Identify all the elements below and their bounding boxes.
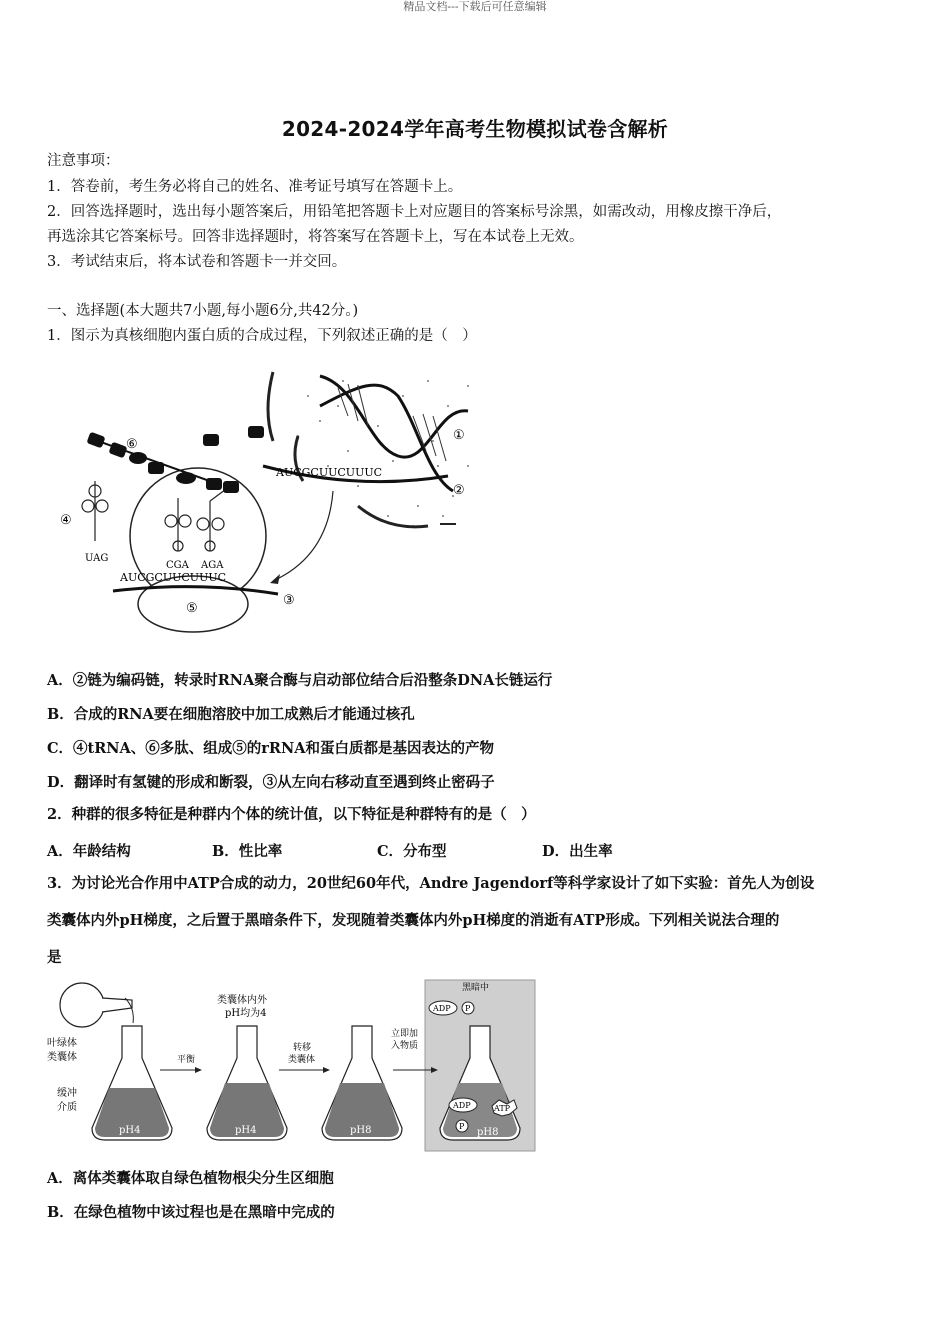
label-buffer-1: 缓冲 bbox=[57, 1088, 77, 1099]
label-inside-1: 类囊体内外 bbox=[217, 995, 267, 1006]
marker-4: ④ bbox=[60, 513, 72, 528]
adp-top: ADP bbox=[433, 1004, 451, 1013]
dna-strand-1 bbox=[320, 376, 468, 457]
label-transfer-1: 转移 bbox=[293, 1043, 312, 1053]
transport-arrowhead bbox=[270, 574, 280, 584]
marker-1: ① bbox=[453, 428, 465, 443]
transport-arrow bbox=[273, 491, 333, 581]
label-transfer-2: 类囊体 bbox=[288, 1055, 316, 1065]
nuclear-envelope-lower bbox=[358, 506, 428, 527]
q1-option-b[interactable]: B．合成的RNA要在细胞溶胶中加工成熟后才能通过核孔 bbox=[47, 706, 415, 723]
q2-option-b[interactable]: B．性比率 bbox=[212, 843, 283, 860]
notice-heading: 注意事项： bbox=[47, 153, 120, 169]
round-flask bbox=[60, 983, 104, 1027]
q2-option-c[interactable]: C．分布型 bbox=[377, 843, 447, 860]
notice-item-3: 3．考试结束后，将本试卷和答题卡一并交回。 bbox=[47, 254, 347, 270]
p-mid: P bbox=[459, 1122, 465, 1131]
trna-right bbox=[197, 484, 233, 551]
anticodon-left: UAG bbox=[85, 553, 109, 564]
notice-item-2: 2．回答选择题时，选出每小题答案后，用铅笔把答题卡上对应题目的答案标号涂黑，如需改动，用橡皮擦干净后， bbox=[47, 204, 782, 220]
dna-hatching bbox=[338, 384, 446, 461]
flask-2 bbox=[207, 1026, 287, 1140]
q1-figure bbox=[58, 366, 478, 641]
q1-option-a[interactable]: A．②链为编码链，转录时RNA聚合酶与启动部位结合后沿整条DNA长链运行 bbox=[47, 672, 553, 689]
q3-option-b[interactable]: B．在绿色植物中该过程也是在黑暗中完成的 bbox=[47, 1204, 335, 1221]
q3-stem-line-3: 是 bbox=[47, 949, 62, 966]
flask-3 bbox=[322, 1026, 402, 1140]
label-buffer-2: 介质 bbox=[57, 1102, 77, 1113]
header-note: 精品文档---下载后可任意编辑 bbox=[403, 0, 547, 13]
label-add-1: 立即加 bbox=[391, 1029, 419, 1039]
q3-option-a[interactable]: A．离体类囊体取自绿色植物根尖分生区细胞 bbox=[47, 1170, 334, 1187]
atp-label: ATP bbox=[494, 1104, 511, 1113]
label-balance: 平衡 bbox=[177, 1055, 196, 1065]
q3-stem-line-2: 类囊体内外pH梯度，之后置于黑暗条件下，发现随着类囊体内外pH梯度的消逝有ATP形成。下列相关说法合理的 bbox=[47, 912, 780, 929]
marker-5: ⑤ bbox=[186, 601, 198, 616]
p-top: P bbox=[465, 1004, 471, 1013]
q2-option-a[interactable]: A．年龄结构 bbox=[47, 843, 131, 860]
arrow-2-head bbox=[323, 1067, 330, 1073]
marker-3: ③ bbox=[283, 593, 295, 608]
flask-4-ph: pH8 bbox=[477, 1127, 499, 1138]
q3-stem-line-1: 3．为讨论光合作用中ATP合成的动力，20世纪60年代，Andre Jagendorf等科学家设计了如下实验：首先人为创设 bbox=[47, 875, 815, 892]
trna-left bbox=[82, 481, 108, 541]
page-title: 2024-2024学年高考生物模拟试卷含解析 bbox=[281, 117, 669, 141]
label-add-2: 入物质 bbox=[391, 1041, 419, 1051]
notice-item-2-cont: 再选涂其它答案标号。回答非选择题时，将答案写在答题卡上，写在本试卷上无效。 bbox=[47, 229, 584, 245]
marker-6: ⑥ bbox=[126, 437, 138, 452]
q2-stem: 2．种群的很多特征是种群内个体的统计值，以下特征是种群特有的是（ ） bbox=[47, 806, 536, 823]
seq-nucleus: AUCGCUUCUUUC bbox=[276, 466, 383, 479]
q1-option-d[interactable]: D．翻译时有氢键的形成和断裂，③从左向右移动直至遇到终止密码子 bbox=[47, 774, 495, 791]
marker-2: ② bbox=[453, 483, 465, 498]
polypeptide-link bbox=[98, 441, 218, 484]
label-chloro: 叶绿体 bbox=[47, 1038, 77, 1049]
anticodon-mid: CGA bbox=[166, 560, 189, 571]
adp-mid: ADP bbox=[453, 1101, 471, 1110]
label-inside-2: pH均为4 bbox=[225, 1008, 267, 1019]
anticodon-right: AGA bbox=[201, 560, 224, 571]
nucleus-stipple bbox=[297, 380, 469, 527]
nuclear-envelope-outer bbox=[268, 372, 273, 441]
q3-figure bbox=[47, 978, 537, 1153]
polypeptide-chain bbox=[86, 426, 264, 493]
trna-mid bbox=[165, 498, 191, 551]
seq-ribosome: AUCGCUUCUUUC bbox=[120, 571, 227, 584]
notice-item-1: 1．答卷前，考生务必将自己的姓名、准考证号填写在答题卡上。 bbox=[47, 179, 463, 195]
section-heading: 一、选择题(本大题共7小题,每小题6分,共42分。) bbox=[47, 303, 359, 319]
flask-1 bbox=[92, 1026, 172, 1140]
flask-1-ph: pH4 bbox=[119, 1125, 141, 1136]
label-thylakoid: 类囊体 bbox=[47, 1052, 77, 1063]
q2-option-d[interactable]: D．出生率 bbox=[542, 843, 613, 860]
flask-2-ph: pH4 bbox=[235, 1125, 257, 1136]
q1-stem: 1．图示为真核细胞内蛋白质的合成过程，下列叙述正确的是（ ） bbox=[47, 328, 477, 344]
q1-option-c[interactable]: C．④tRNA、⑥多肽、组成⑤的rRNA和蛋白质都是基因表达的产物 bbox=[47, 740, 494, 757]
label-dark: 黑暗中 bbox=[462, 983, 490, 993]
flask-3-ph: pH8 bbox=[350, 1125, 372, 1136]
arrow-1-head bbox=[195, 1067, 202, 1073]
